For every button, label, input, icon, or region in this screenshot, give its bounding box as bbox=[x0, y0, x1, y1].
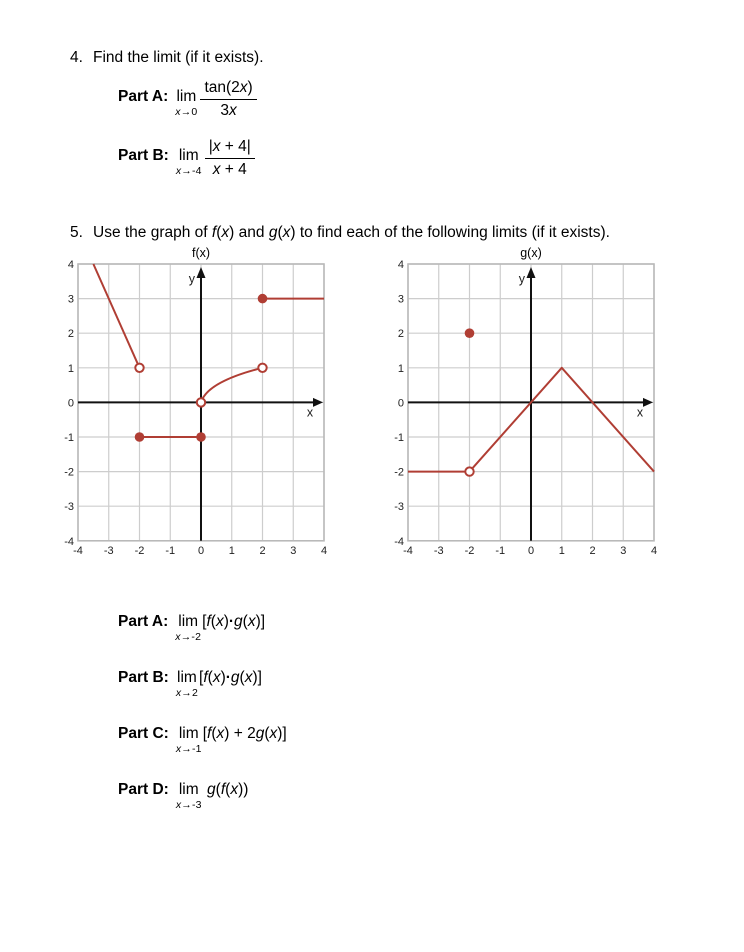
svg-text:0: 0 bbox=[197, 545, 205, 558]
svg-text:-3: -3 bbox=[394, 501, 405, 514]
lim-text: lim bbox=[178, 613, 199, 631]
x-axis-label: x bbox=[306, 405, 314, 420]
lim-subscript: x→-4 bbox=[175, 164, 202, 177]
problem-5-prompt: Use the graph of f(x) and g(x) to find each of the following limits (if it exists). bbox=[93, 223, 610, 241]
svg-text:2: 2 bbox=[67, 328, 75, 341]
problem-5-number: 5. bbox=[70, 223, 83, 241]
svg-text:-1: -1 bbox=[394, 432, 405, 445]
limit-operator bbox=[175, 89, 197, 117]
limit-expression: g(f(x)) bbox=[207, 781, 249, 799]
problem-4-prompt: Find the limit (if it exists). bbox=[93, 49, 264, 66]
graph-title: g(x) bbox=[520, 246, 542, 261]
problem-4-heading bbox=[70, 48, 744, 67]
svg-text:1: 1 bbox=[558, 545, 565, 558]
problem-4-part-a bbox=[118, 76, 744, 118]
problem-5-part-c bbox=[118, 725, 744, 754]
svg-text:-4: -4 bbox=[403, 545, 413, 558]
limit-operator bbox=[176, 782, 202, 810]
limit-operator bbox=[176, 670, 198, 698]
limit-expression: [f(x)·g(x)] bbox=[199, 669, 262, 687]
g-of-x-graph bbox=[390, 244, 662, 563]
x-axis-label: x bbox=[636, 405, 644, 420]
graph-svg bbox=[390, 244, 662, 558]
problem-4 bbox=[70, 48, 744, 177]
lim-text: lim bbox=[177, 669, 197, 687]
limit-expression: [f(x) + 2g(x)] bbox=[202, 725, 287, 743]
problem-5-heading bbox=[70, 223, 744, 242]
svg-text:-2: -2 bbox=[64, 466, 75, 479]
tick-labels bbox=[64, 259, 327, 557]
svg-text:0: 0 bbox=[527, 545, 535, 558]
problem-5-part-d bbox=[118, 781, 744, 810]
svg-text:2: 2 bbox=[397, 328, 405, 341]
svg-text:-1: -1 bbox=[495, 545, 506, 558]
function-curve bbox=[93, 264, 324, 437]
f-of-x-graph bbox=[60, 244, 332, 563]
svg-text:4: 4 bbox=[650, 545, 658, 558]
lim-subscript: x→-1 bbox=[175, 742, 202, 755]
part-b-label: Part B: bbox=[118, 669, 169, 687]
svg-text:1: 1 bbox=[67, 363, 75, 376]
problem-5-part-b bbox=[118, 669, 744, 698]
svg-text:-2: -2 bbox=[134, 545, 145, 558]
lim-text: lim bbox=[178, 147, 199, 165]
problem-5 bbox=[64, 223, 744, 811]
fraction-denominator: x + 4 bbox=[212, 160, 247, 178]
lim-text: lim bbox=[178, 725, 199, 743]
limit-operator bbox=[175, 614, 201, 642]
f-graph-canvas bbox=[60, 244, 332, 563]
lim-subscript: x→2 bbox=[175, 686, 199, 699]
lim-subscript: x→-3 bbox=[175, 798, 202, 811]
limit-operator bbox=[176, 726, 202, 754]
svg-text:-3: -3 bbox=[433, 545, 444, 558]
svg-text:-3: -3 bbox=[64, 501, 75, 514]
svg-text:0: 0 bbox=[397, 397, 405, 410]
y-axis bbox=[519, 267, 536, 541]
part-d-label: Part D: bbox=[118, 781, 169, 799]
problem-5-part-a bbox=[118, 613, 744, 642]
fraction-numerator: tan(2x) bbox=[200, 78, 256, 99]
svg-text:-4: -4 bbox=[64, 536, 75, 549]
svg-text:3: 3 bbox=[620, 545, 627, 558]
svg-text:4: 4 bbox=[320, 545, 328, 558]
svg-text:4: 4 bbox=[67, 259, 75, 272]
problem-5-parts bbox=[70, 613, 744, 810]
part-a-label: Part A: bbox=[118, 88, 169, 106]
problem-4-part-b bbox=[118, 135, 744, 177]
svg-text:2: 2 bbox=[589, 545, 596, 558]
svg-text:3: 3 bbox=[67, 293, 75, 306]
open-points bbox=[465, 468, 473, 476]
svg-text:-1: -1 bbox=[64, 432, 75, 445]
fraction-denominator: 3x bbox=[220, 101, 237, 119]
problem-4-number: 4. bbox=[70, 49, 83, 66]
graphs-row bbox=[60, 244, 744, 563]
svg-text:-2: -2 bbox=[464, 545, 475, 558]
fraction-numerator: |x + 4| bbox=[205, 137, 255, 158]
svg-text:-1: -1 bbox=[165, 545, 176, 558]
graph-svg bbox=[60, 244, 332, 558]
svg-text:1: 1 bbox=[228, 545, 235, 558]
svg-text:-3: -3 bbox=[103, 545, 114, 558]
y-axis-label: y bbox=[188, 272, 196, 287]
g-graph-canvas bbox=[390, 244, 662, 563]
part-c-label: Part C: bbox=[118, 725, 169, 743]
lim-subscript: x→0 bbox=[175, 105, 198, 118]
svg-text:3: 3 bbox=[397, 293, 405, 306]
graph-title: f(x) bbox=[191, 246, 211, 261]
part-b-label: Part B: bbox=[118, 147, 169, 165]
svg-text:-4: -4 bbox=[73, 545, 83, 558]
lim-text: lim bbox=[178, 781, 199, 799]
limit-operator bbox=[176, 148, 202, 176]
svg-text:1: 1 bbox=[397, 363, 405, 376]
lim-subscript: x→-2 bbox=[175, 630, 202, 643]
svg-text:0: 0 bbox=[67, 397, 75, 410]
part-a-label: Part A: bbox=[118, 613, 169, 631]
fraction bbox=[200, 78, 256, 120]
closed-points bbox=[465, 329, 475, 339]
svg-text:4: 4 bbox=[397, 259, 405, 272]
y-axis-label: y bbox=[518, 272, 525, 287]
fraction bbox=[205, 137, 255, 179]
lim-text: lim bbox=[176, 88, 197, 106]
svg-text:2: 2 bbox=[259, 545, 266, 558]
svg-text:-2: -2 bbox=[394, 466, 405, 479]
svg-text:-4: -4 bbox=[394, 536, 405, 549]
svg-text:3: 3 bbox=[290, 545, 297, 558]
limit-expression: [f(x)·g(x)] bbox=[202, 613, 266, 631]
